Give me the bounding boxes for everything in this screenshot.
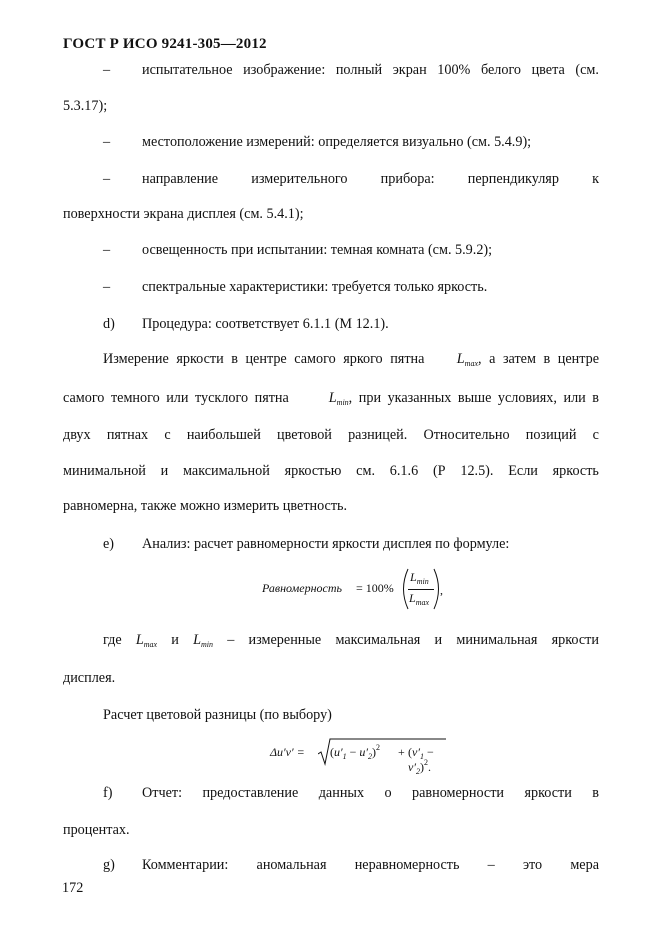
word: о [384, 785, 392, 801]
word: и [434, 632, 443, 648]
word: измерительного [251, 171, 348, 187]
item-g-label: g) [103, 857, 115, 873]
bullet-1-line [142, 62, 599, 79]
word: – [487, 857, 495, 873]
bullet-3-line [142, 171, 599, 188]
word: прибора: [380, 171, 435, 187]
word: предоставление [202, 785, 299, 801]
word: равномерности [412, 785, 505, 801]
word: 6.1.6 [389, 463, 419, 479]
word: яркости [524, 785, 572, 801]
word: яркости [551, 632, 599, 648]
bullet-dash: – [103, 279, 111, 295]
word: испытательное [142, 62, 233, 78]
word: с [164, 427, 171, 443]
item-f-continuation: процентах. [63, 822, 130, 838]
item-d-label: d) [103, 316, 115, 332]
paragraph-line-2 [63, 390, 599, 408]
word: и [160, 463, 169, 479]
word: Отчет: [142, 785, 183, 801]
fraction-bar [408, 589, 434, 590]
formula-plus: + [398, 745, 405, 759]
word: яркость [552, 463, 599, 479]
word: (см. [575, 62, 599, 78]
fraction-denominator: $L_{max}$ [409, 591, 430, 607]
word: мера [570, 857, 599, 873]
bullet-1-continuation: 5.3.17); [63, 98, 108, 114]
word: см. [356, 463, 375, 479]
word: Относительно [423, 427, 510, 443]
word: это [522, 857, 543, 873]
bullet-dash: – [103, 242, 111, 258]
word: максимальная [335, 632, 421, 648]
word: неравномерность [354, 857, 460, 873]
inline-symbol: $L_{max}$ [135, 632, 158, 649]
item-f-label: f) [103, 785, 113, 801]
paragraph-text: самого темного или тусклого пятна [63, 390, 289, 406]
inline-symbol: $L_{min}$ [193, 632, 213, 649]
word: 12.5). [460, 463, 494, 479]
paragraph-line-3 [63, 427, 599, 444]
paragraph-line-5: равномерна, также можно измерить цветность. [63, 498, 348, 514]
word: полный [335, 62, 383, 78]
item-e-label: e) [103, 536, 115, 552]
word: с [592, 427, 599, 443]
uniformity-formula [262, 568, 442, 610]
item-g-line [142, 857, 599, 874]
word: пятнах [106, 427, 149, 443]
word: в [592, 785, 599, 801]
word: Если [508, 463, 538, 479]
word: (Р [432, 463, 446, 479]
word: позиций [525, 427, 577, 443]
word: цветовой [276, 427, 332, 443]
bullet-dash: – [103, 62, 111, 78]
word: и [171, 632, 179, 648]
word: направление [142, 171, 219, 187]
word: наибольшей [186, 427, 261, 443]
item-e-text: Анализ: расчет равномерности яркости дисплея по формуле: [142, 536, 510, 552]
formula-lhs: Δu′v′ = [270, 745, 305, 759]
word: яркостью [284, 463, 342, 479]
word: разницей. [348, 427, 408, 443]
bullet-dash: – [103, 134, 111, 150]
word: экран [392, 62, 427, 78]
color-diff-formula [270, 738, 450, 776]
inline-symbol: $L_{max}$, а затем в центре [456, 351, 599, 368]
word: максимальной [183, 463, 270, 479]
word: – [227, 632, 235, 648]
word: минимальной [63, 463, 146, 479]
word: к [592, 171, 599, 187]
paragraph-line-1 [103, 351, 599, 369]
word: данных [318, 785, 365, 801]
word: где [103, 632, 122, 648]
word: двух [63, 427, 91, 443]
item-d-text: Процедура: соответствует 6.1.1 (М 12.1). [142, 316, 389, 332]
word: изображение: [243, 62, 326, 78]
formula-term-v: $(v'_1 - v'_2)^2$. [408, 745, 434, 776]
fraction-numerator: $L_{min}$ [410, 570, 429, 586]
formula-comma: , [440, 583, 443, 597]
formula-equals: = 100% [356, 581, 394, 595]
word: измеренные [248, 632, 322, 648]
formula-term-u: $(u'_1 - u'_2)^2$ [330, 743, 381, 761]
inline-symbol: $L_{min}$, при указанных выше условиях, или в [328, 390, 599, 407]
bullet-3-continuation: поверхности экрана дисплея (см. 5.4.1); [63, 206, 304, 222]
page-header: ГОСТ Р ИСО 9241-305—2012 [63, 36, 267, 52]
where-line [103, 632, 599, 650]
page-number: 172 [62, 880, 84, 896]
bullet-dash: – [103, 171, 111, 187]
word: Комментарии: [142, 857, 229, 873]
bullet-2-text: местоположение измерений: определяется визуально (см. 5.4.9); [142, 134, 532, 150]
paragraph-text: Измерение яркости в центре самого яркого пятна [103, 351, 425, 367]
item-f-line [142, 785, 599, 802]
word: 100% [437, 62, 471, 78]
paragraph-line-4 [63, 463, 599, 480]
color-diff-text: Расчет цветовой разницы (по выбору) [103, 707, 332, 723]
word: минимальная [456, 632, 538, 648]
word: белого [480, 62, 522, 78]
word: цвета [531, 62, 565, 78]
formula-lhs: Равномерность [262, 581, 342, 595]
bullet-4-text: освещенность при испытании: темная комната (см. 5.9.2); [142, 242, 493, 258]
word: перпендикуляр [467, 171, 559, 187]
word: аномальная [256, 857, 327, 873]
bullet-5-text: спектральные характеристики: требуется только яркость. [142, 279, 488, 295]
where-continuation: дисплея. [63, 670, 116, 686]
